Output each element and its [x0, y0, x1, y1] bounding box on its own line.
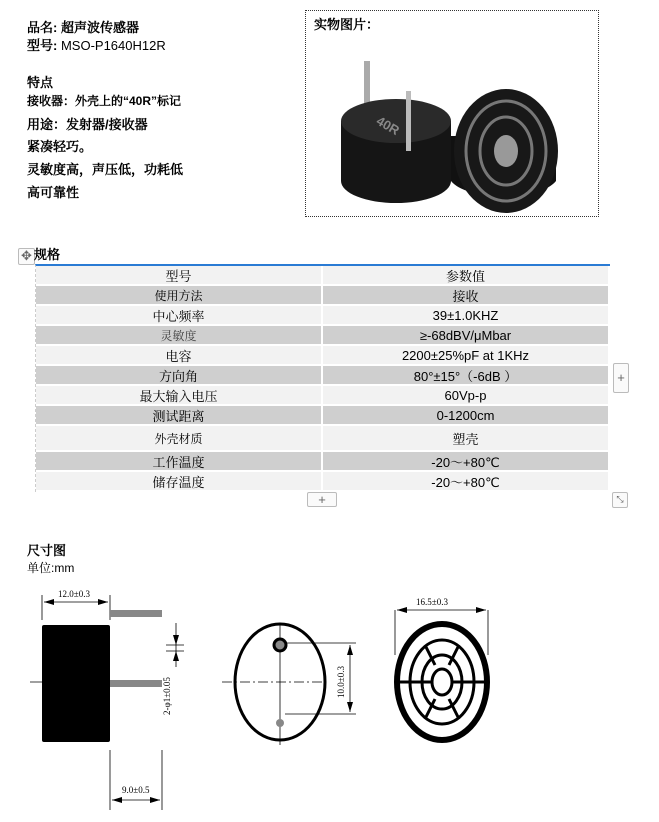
param-name: 中心频率 — [36, 306, 323, 326]
param-name: 最大输入电压 — [36, 386, 323, 406]
feature-line: 用途：发射器/接收器 — [27, 117, 148, 132]
header-cell: 型号 — [36, 266, 323, 286]
header-cell: 参数值 — [323, 266, 610, 286]
table-header-row — [36, 266, 610, 286]
table-move-handle[interactable]: ✥ — [18, 248, 35, 265]
sensor-photo — [306, 11, 598, 216]
pin-diameter-dimension: 2-φ1±0.05 — [162, 677, 172, 715]
pitch-dimension: 10.0±0.3 — [336, 666, 346, 698]
table-row — [36, 286, 610, 306]
param-value: -20～+80℃ — [323, 472, 610, 492]
param-value: 接收 — [323, 286, 610, 306]
param-value: -20～+80℃ — [323, 452, 610, 472]
table-row — [36, 326, 610, 346]
param-name: 方向角 — [36, 366, 323, 386]
param-name: 电容 — [36, 346, 323, 366]
param-name: 工作温度 — [36, 452, 323, 472]
model-value: MSO-P1640H12R — [60, 38, 166, 53]
feature-line: 高可靠性 — [27, 185, 80, 200]
param-name: 测试距离 — [36, 406, 323, 426]
param-value: 39±1.0KHZ — [323, 306, 610, 326]
table-row — [36, 406, 610, 426]
photo-box — [305, 10, 599, 217]
param-name: 使用方法 — [36, 286, 323, 306]
unit-label: 单位:mm — [27, 561, 75, 575]
param-name: 灵敏度 — [36, 326, 323, 346]
param-value: 2200±25%pF at 1KHz — [323, 346, 610, 366]
dimension-drawing — [0, 575, 659, 822]
photo-title: 实物图片： — [314, 17, 380, 32]
diameter-dimension: 16.5±0.3 — [416, 597, 448, 607]
add-row-button[interactable]: + — [307, 492, 337, 507]
table-row — [36, 366, 610, 386]
param-name: 储存温度 — [36, 472, 323, 492]
table-row — [36, 472, 610, 492]
name-value: 超声波传感器 — [60, 20, 139, 35]
param-value: 60Vp-p — [323, 386, 610, 406]
spec-title: 规格 — [34, 247, 61, 262]
param-value: 塑壳 — [323, 426, 610, 452]
pin-length-dimension: 9.0±0.5 — [122, 785, 150, 795]
product-name — [27, 20, 139, 36]
svg-text:40R: 40R — [373, 113, 403, 138]
feature-line: 灵敏度高，声压低，功耗低 — [27, 162, 184, 177]
feature-line: 接收器：外壳上的“40R”标记 — [27, 94, 182, 108]
table-row — [36, 306, 610, 326]
length-dimension: 12.0±0.3 — [58, 589, 90, 599]
table-resize-handle[interactable]: ⤡ — [612, 492, 628, 508]
name-label: 品名: — [27, 20, 58, 35]
param-value: ≥-68dBV/μMbar — [323, 326, 610, 346]
table-row — [36, 386, 610, 406]
param-value: 0-1200cm — [323, 406, 610, 426]
table-row — [36, 346, 610, 366]
param-value: 80°±15°（-6dB ） — [323, 366, 610, 386]
product-model — [27, 38, 166, 54]
spec-table — [35, 264, 610, 492]
table-row — [36, 426, 610, 452]
feature-line: 紧凑轻巧。 — [27, 139, 93, 154]
param-name: 外壳材质 — [36, 426, 323, 452]
dimensions-title: 尺寸图 — [27, 543, 67, 558]
add-column-button[interactable]: + — [613, 363, 629, 393]
features-title: 特点 — [27, 75, 54, 90]
table-row — [36, 452, 610, 472]
model-label: 型号: — [27, 38, 58, 53]
